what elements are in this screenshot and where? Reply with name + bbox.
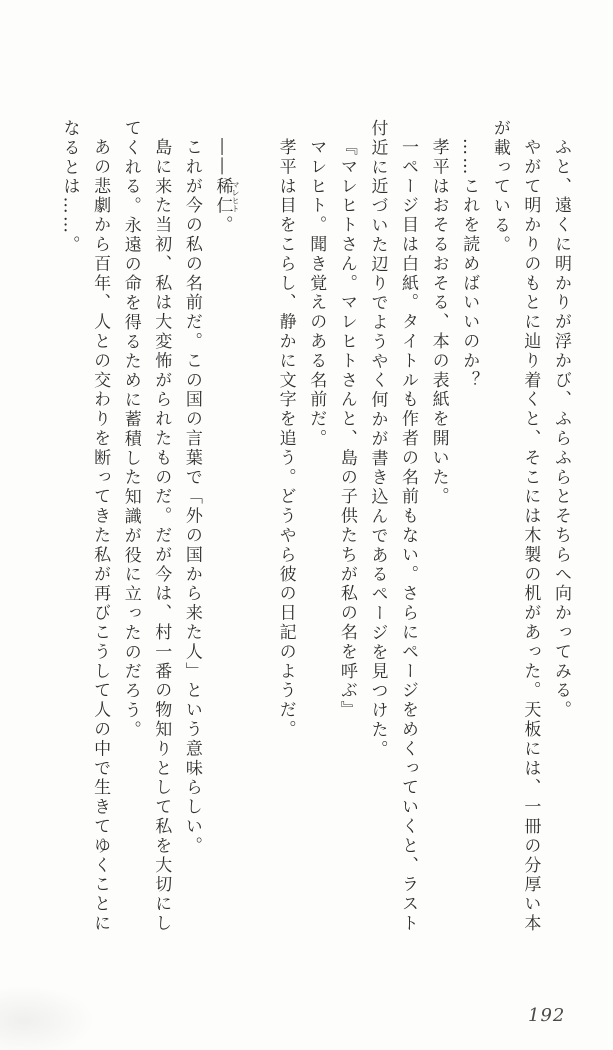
paragraph-1: ふと、遠くに明かりが浮かび、ふらふらとそちらへ向かってみる。	[551, 138, 571, 721]
paragraph-2: やがて明かりのもとに辿り着くと、そこには木製の机があった。天板には、一冊の分厚い本が載っている。	[489, 119, 541, 934]
name-line-base: 稀仁	[212, 177, 233, 217]
paragraph-12: あの悲劇から百年、人との交わりを断ってきた私が再びこうして人の中で生きてゆくことになるとは……。	[59, 119, 111, 934]
paragraph-6: 『マレヒトさん。マレヒトさんと、島の子供たちが私の名を呼ぶ』	[336, 138, 357, 721]
paragraph-8: 孝平は目をこらし、静かに文字を追う。どうやら彼の日記のようだ。	[275, 138, 296, 740]
name-line-period: 。	[212, 216, 233, 236]
scan-smudge	[0, 985, 95, 1050]
paragraph-10: これが今の私の名前だ。この国の言葉で「外の国から来た人」という意味らしい。	[181, 138, 202, 857]
name-line-dash: ――	[212, 138, 233, 178]
vertical-text-block	[55, 119, 576, 941]
name-line-furigana: マレヒト	[230, 177, 240, 217]
paragraph-3: ……これを読めばいいのか？	[459, 138, 480, 391]
page-number: 192	[528, 1005, 566, 1026]
name-line	[207, 119, 240, 941]
furigana-name	[212, 177, 240, 217]
paragraph-4: 孝平はおそるおそる、本の表紙を開いた。	[428, 138, 449, 507]
paragraph-11: 島に来た当初、私は大変怖がられたものだ。だが今は、村一番の物知りとして私を大切にしてくれる。永遠の命を得るために蓄積した知識が役に立ったのだろう。	[120, 119, 172, 934]
paragraph-7: マレヒト。聞き覚えのある名前だ。	[306, 138, 327, 449]
paragraph-5: 一ページ目は白紙。タイトルも作者の名前もない。さらにページをめくっていくと、ラスト付近に近づいた辺りでようやく何かが書き込んであるページを見つけた。	[367, 119, 419, 934]
